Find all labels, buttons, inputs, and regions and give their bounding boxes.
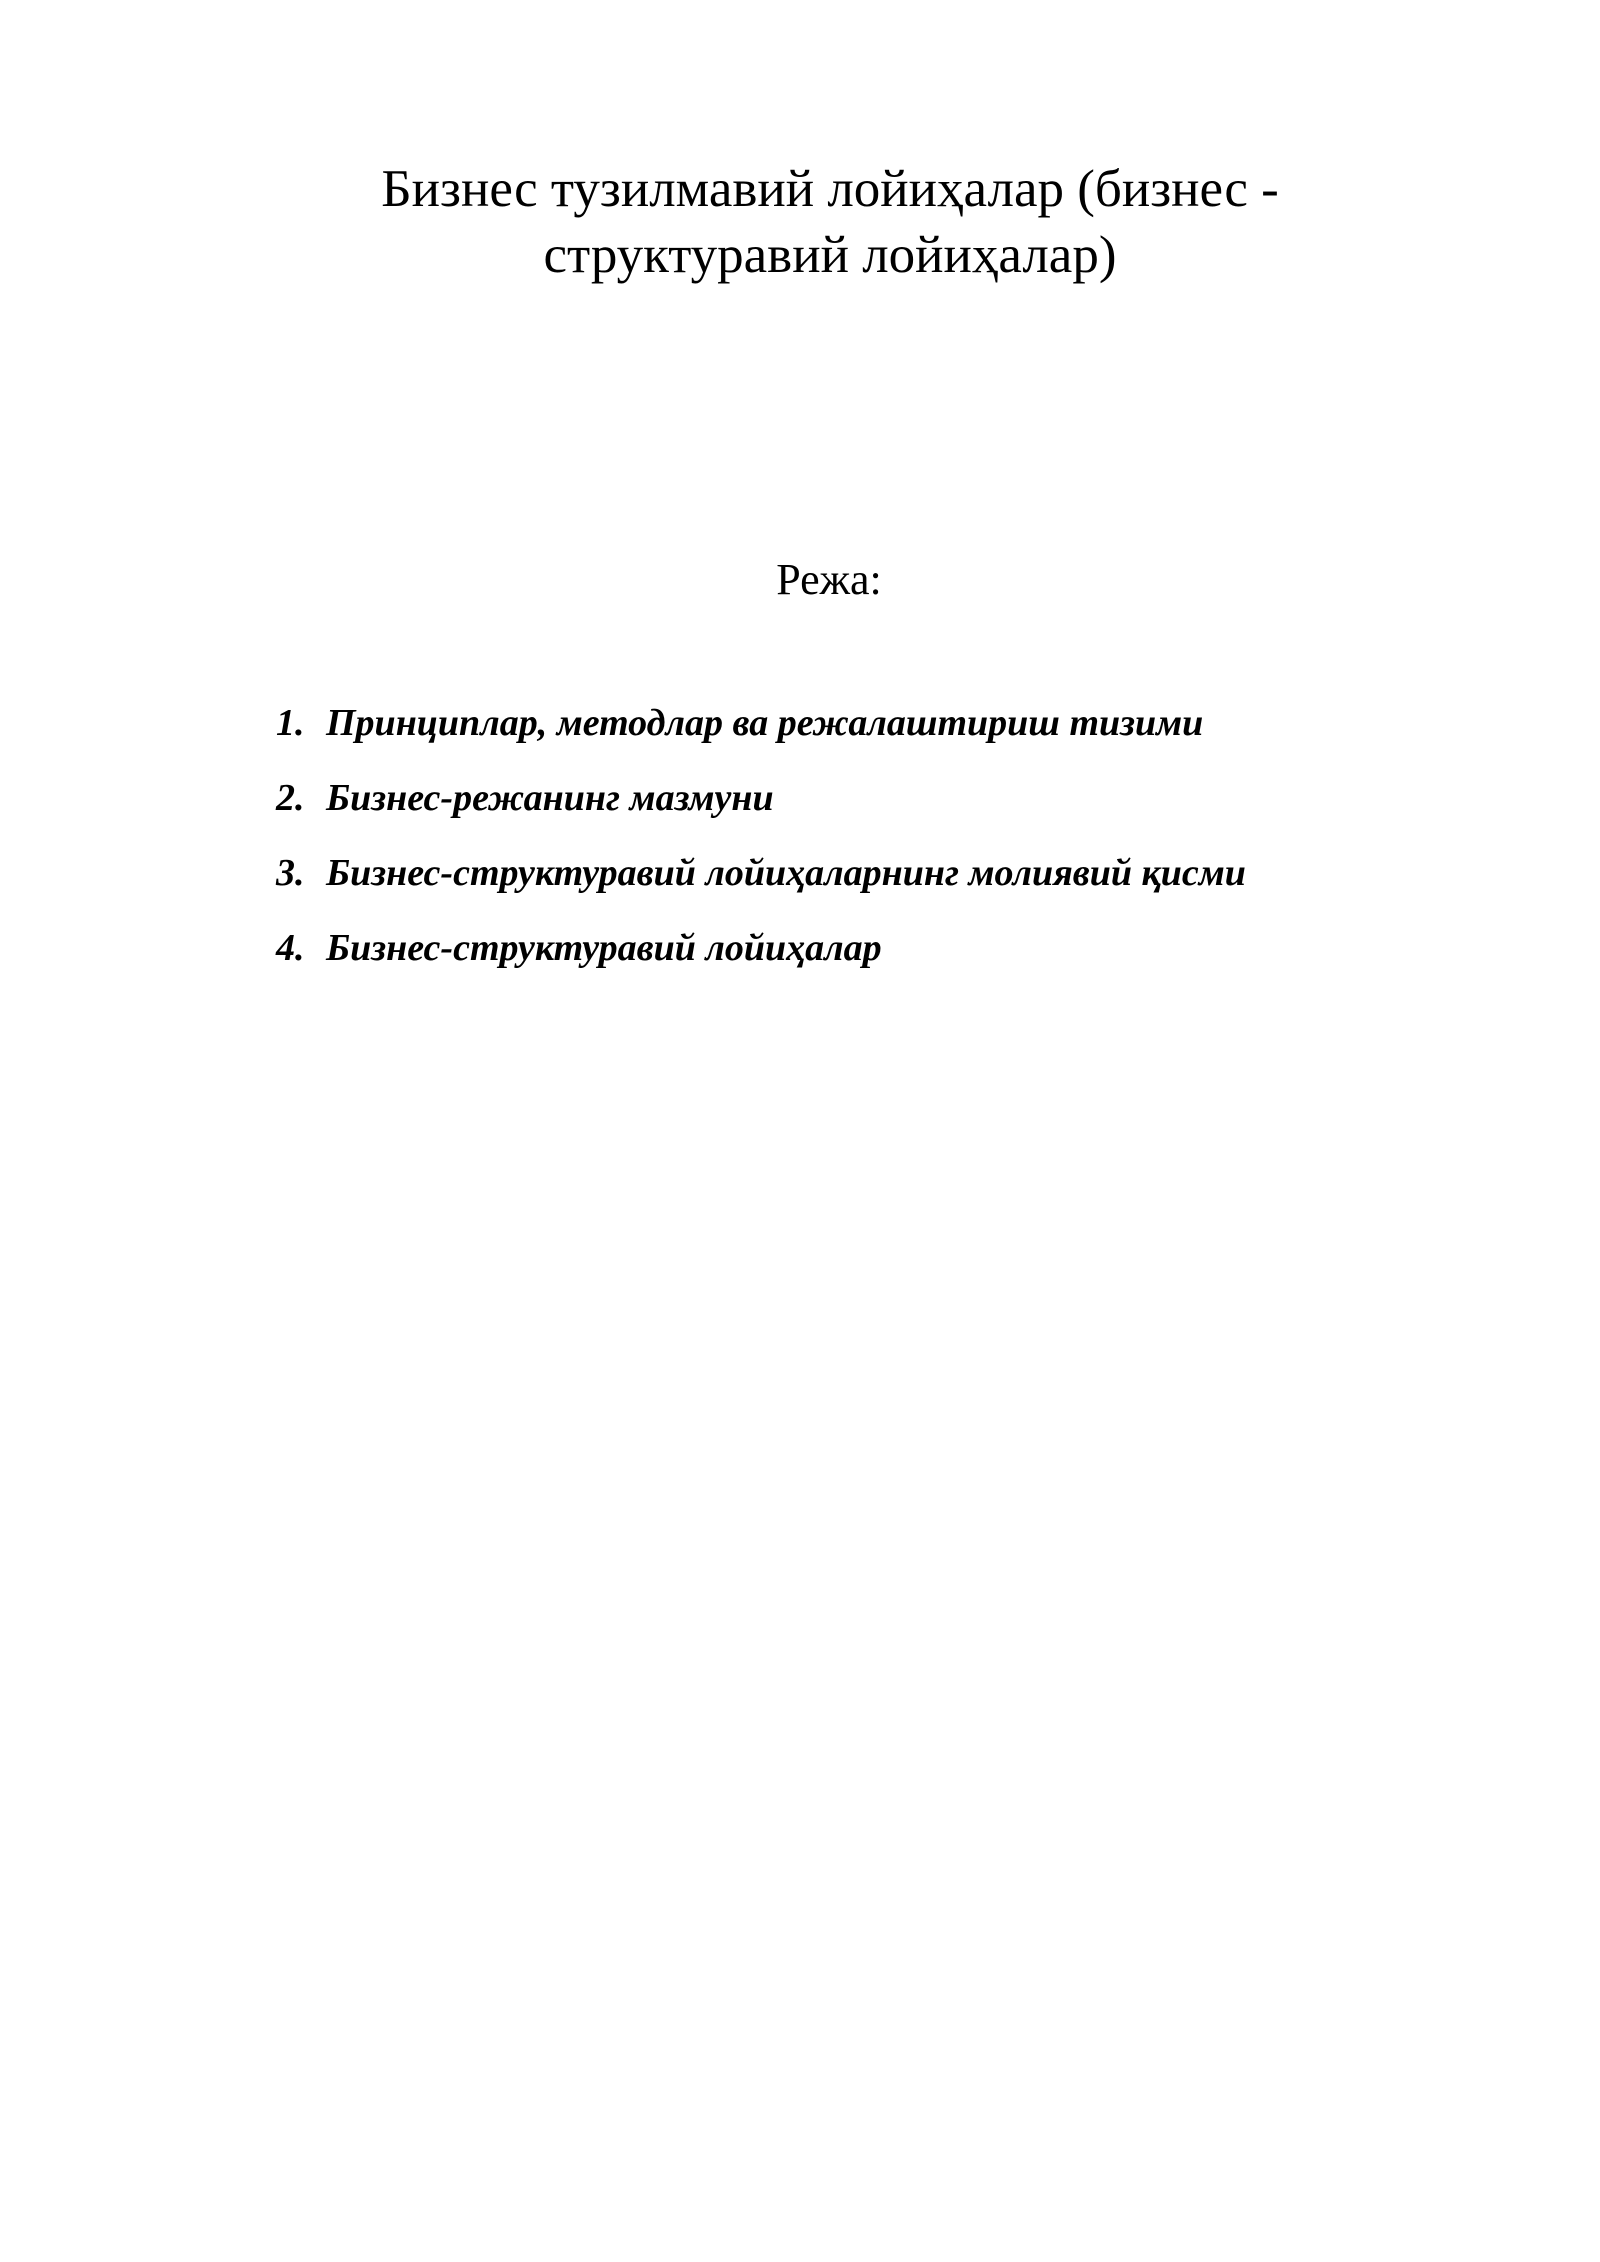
plan-item-text: Бизнес-структуравий лойиҳалар — [326, 927, 882, 969]
plan-item — [276, 773, 1246, 848]
plan-item — [276, 923, 1246, 998]
plan-item-text: Бизнес-режанинг мазмуни — [326, 777, 774, 819]
plan-item-number: 3. — [276, 852, 305, 894]
plan-item-number: 2. — [276, 777, 305, 819]
plan-item — [276, 698, 1246, 773]
plan-item-text: Бизнес-структуравий лойиҳаларнинг молиявий қисми — [326, 852, 1246, 894]
plan-heading: Режа: — [776, 555, 882, 604]
plan-item-text: Принциплар, методлар ва режалаштириш тизими — [326, 702, 1204, 744]
plan-item-number: 1. — [276, 702, 305, 744]
plan-item-number: 4. — [276, 927, 305, 969]
plan-list — [276, 698, 1246, 998]
document-title: Бизнес тузилмавий лойиҳалар (бизнес - структуравий лойиҳалар) — [381, 160, 1279, 284]
plan-item — [276, 848, 1246, 923]
